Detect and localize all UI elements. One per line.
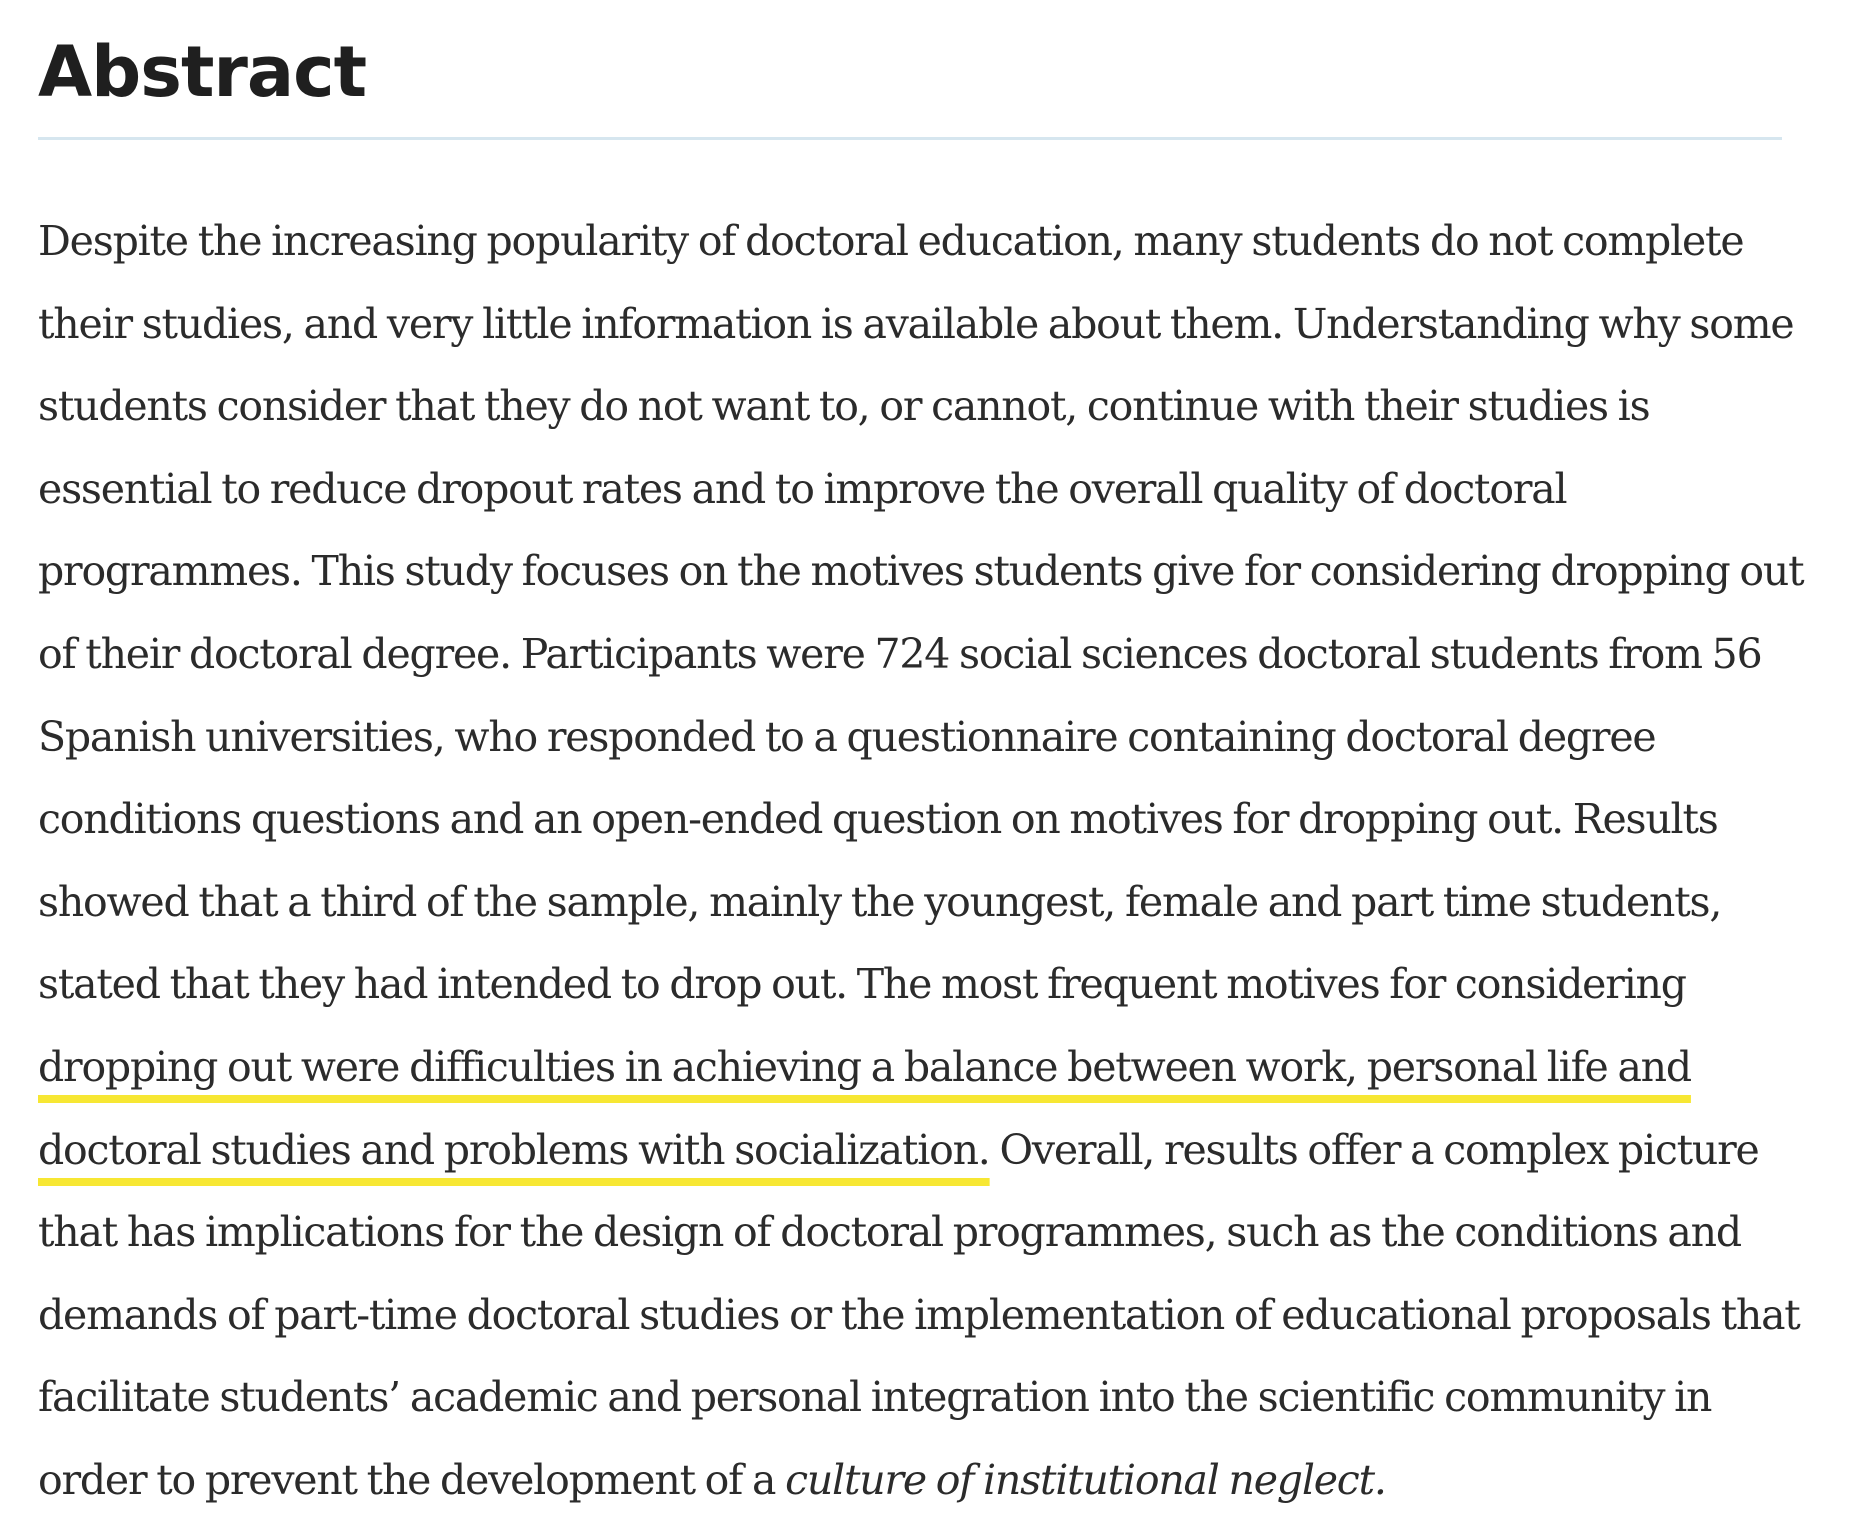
abstract-line: stated that they had intended to drop out. The most frequent motives for considering — [38, 960, 1686, 1009]
abstract-line: programmes. This study focuses on the motives students give for considering dropping out — [38, 547, 1804, 596]
line-continuation: Overall, results offer a complex picture — [989, 1125, 1759, 1174]
highlighted-text: doctoral studies and problems with socialization. — [38, 1125, 990, 1174]
abstract-line: essential to reduce dropout rates and to improve the overall quality of doctoral — [38, 464, 1567, 513]
abstract-line: Spanish universities, who responded to a questionnaire containing doctoral degree — [38, 712, 1656, 761]
abstract-line: facilitate students’ academic and personal integration into the scientific community in — [38, 1373, 1712, 1422]
abstract-line-highlighted — [38, 1026, 1828, 1109]
abstract-line: Despite the increasing popularity of doctoral education, many students do not complete — [38, 217, 1744, 265]
abstract-line: students consider that they do not want to, or cannot, continue with their studies is — [38, 382, 1650, 431]
abstract-line: their studies, and very little information is available about them. Understanding why some — [38, 299, 1794, 348]
heading-divider — [38, 137, 1782, 140]
abstract-line: showed that a third of the sample, mainly the youngest, female and part time students, — [38, 877, 1722, 926]
abstract-heading: Abstract — [38, 31, 367, 113]
abstract-line: demands of part-time doctoral studies or the implementation of educational proposals that — [38, 1290, 1800, 1339]
abstract-line: of their doctoral degree. Participants were 724 social sciences doctoral students from 56 — [38, 629, 1762, 678]
abstract-body — [38, 200, 1828, 1522]
abstract-line: that has implications for the design of doctoral programmes, such as the conditions and — [38, 1208, 1741, 1257]
abstract-line-highlighted — [38, 1109, 1828, 1192]
abstract-line-final — [38, 1439, 1828, 1522]
emphasized-phrase: culture of institutional neglect. — [785, 1455, 1386, 1504]
final-line-text: order to prevent the development of a — [38, 1455, 786, 1504]
highlighted-text: dropping out were difficulties in achieving a balance between work, personal life and — [38, 1042, 1691, 1091]
abstract-line: conditions questions and an open-ended question on motives for dropping out. Results — [38, 795, 1718, 844]
